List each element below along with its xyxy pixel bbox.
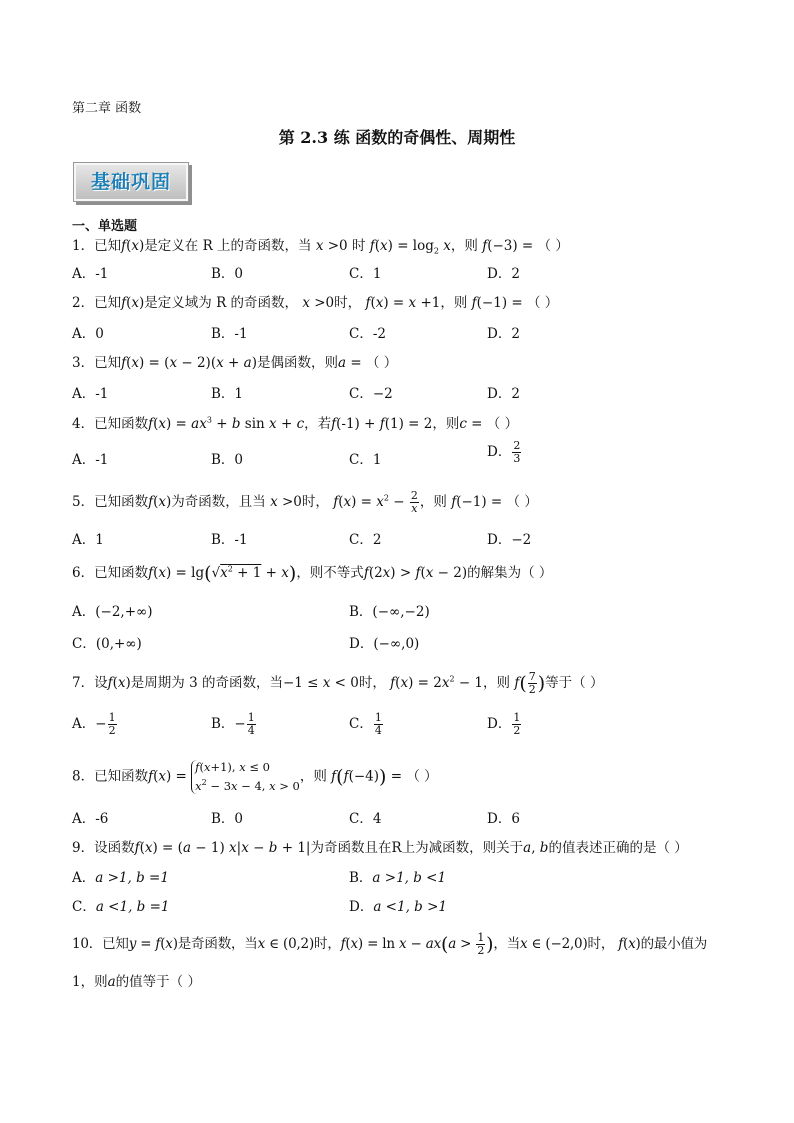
q3-option-d: D．2 [487, 386, 520, 402]
question-5: 5．已知函数f(x)为奇函数，且当 x >0时， $f(x) = x^2$ − $\frac{2}{x}$ ，则 f(−1) = （ ） [72, 489, 538, 515]
q8-option-d: D．6 [487, 811, 520, 827]
section-heading: 一、单选题 [72, 219, 138, 234]
q8-option-a: A．-6 [72, 811, 109, 827]
question-1: 1．已知f(x)是定义在 R 上的奇函数，当 x >0 时 $f(x) = \log_2 x$，则 f(−3) = （ ） [72, 238, 569, 256]
question-7: 7．设f(x)是周期为 3 的奇函数，当−1 ≤ x < 0时， $f(x) = 2x^2 - 1$，则 f( $\frac{7}{2}$ )等于（ ） [72, 670, 604, 696]
q9-option-c: C．a <1, b =1 [72, 899, 170, 915]
question-3: 3．已知f(x) = (x − 2)(x + a)是偶函数，则a = （ ） [72, 355, 398, 371]
question-10: 10．已知y = f(x)是奇函数，当x ∈ (0,2)时，f(x) = ln x − ax(a > $\frac{1}{2}$ )，当x ∈ (−2,0)时， f(x)的最小值为 [72, 931, 708, 957]
q1-option-c: C．1 [349, 266, 382, 282]
q2-option-a: A．0 [72, 326, 104, 342]
q6-option-d: D．(−∞,0) [349, 636, 420, 652]
question-4: 4．已知函数$f(x) = ax^3 + b$ sin x + c，若f(-1) + f(1) = 2，则c = （ ） [72, 415, 519, 432]
q5-option-c: C．2 [349, 532, 382, 548]
q1-option-d: D．2 [487, 266, 520, 282]
question-6: 6．已知函数$f(x) = \lg(√x^2 + 1 + x)$，则不等式f(2x) > f(x − 2)的解集为（ ） [72, 562, 553, 585]
section-badge: 基础巩固 [73, 162, 189, 202]
q3-option-a: A．-1 [72, 386, 109, 402]
q9-option-b: B．a >1, b <1 [349, 870, 447, 886]
q3-option-b: B．1 [211, 386, 244, 402]
q8-option-c: C．4 [349, 811, 382, 827]
q6-option-a: A．(−2,+∞) [72, 604, 153, 620]
q5-option-a: A．1 [72, 532, 104, 548]
q2-option-c: C．-2 [349, 326, 386, 342]
q7-option-c: C． $\frac{1}{4}$ [349, 711, 382, 737]
q6-option-b: B．(−∞,−2) [349, 604, 430, 620]
q9-option-d: D．a <1, b >1 [349, 899, 447, 915]
q5-option-d: D．−2 [487, 532, 532, 548]
q2-option-d: D．2 [487, 326, 520, 342]
q7-option-b: B．− $\frac{1}{4}$ [211, 711, 255, 737]
question-9: 9．设函数f(x) = (a − 1) x|x − b + 1|为奇函数且在R上为减函数，则关于a, b的值表述正确的是（ ） [72, 840, 688, 856]
q6-option-c: C．(0,+∞) [72, 636, 142, 652]
q8-option-b: B．0 [211, 811, 244, 827]
q4-option-b: B．0 [211, 452, 244, 468]
q7-option-a: A．− $\frac{1}{2}$ [72, 711, 116, 737]
q5-option-b: B．-1 [211, 532, 248, 548]
q2-option-b: B．-1 [211, 326, 248, 342]
q4-option-a: A．-1 [72, 452, 109, 468]
page-title: 第 2.3 练 函数的奇偶性、周期性 [278, 128, 516, 147]
question-2: 2．已知f(x)是定义域为 R 的奇函数， x >0时， f(x) = x +1，则 f(−1) = （ ） [72, 295, 559, 311]
question-10-cont: 1，则a的值等于（ ） [72, 974, 201, 990]
q7-option-d: D． $\frac{1}{2}$ [487, 711, 521, 737]
q4-option-d: D． $\frac{2}{3}$ [487, 439, 521, 465]
q3-option-c: C．−2 [349, 386, 393, 402]
chapter-label: 第二章 函数 [72, 101, 142, 116]
q1-option-b: B．0 [211, 266, 244, 282]
question-8: 8．已知函数f(x) = f(x+1), x ≤ 0 $x^2 - 3x - 4$, x > 0，则 f(f(−4)) = （ ） [72, 760, 438, 793]
q4-option-d-fraction: $\frac{2}{3}$ [513, 439, 521, 465]
q1-option-a: A．-1 [72, 266, 109, 282]
q9-option-a: A．a >1, b =1 [72, 870, 169, 886]
q4-option-c: C．1 [349, 452, 382, 468]
